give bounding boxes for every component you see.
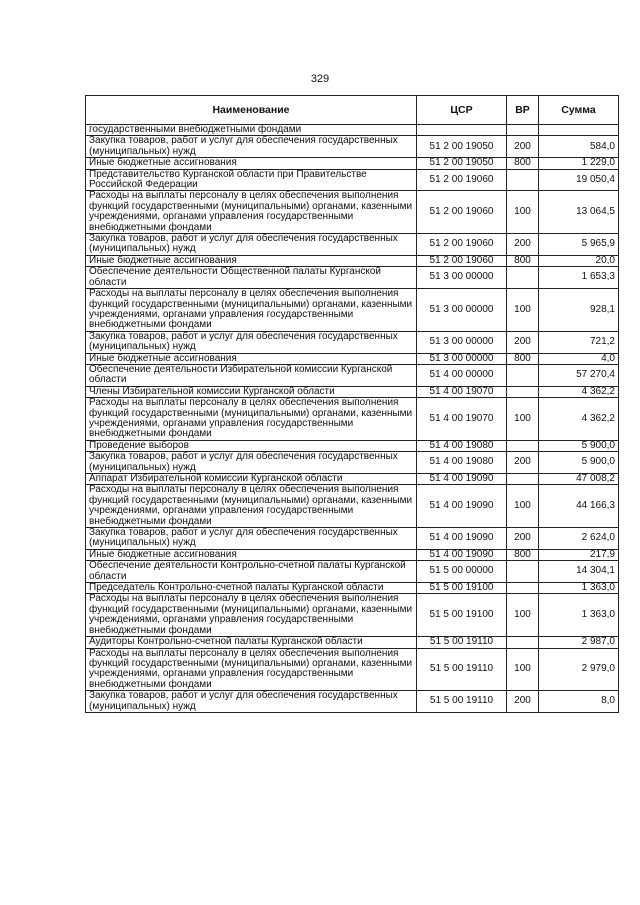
table-row (86, 398, 619, 441)
table-row (86, 169, 619, 191)
cell-sum: 57 270,4 (539, 364, 619, 386)
table-row (86, 289, 619, 332)
cell-name: Представительство Курганской области при Правительстве Российской Федерации (86, 169, 417, 191)
cell-vr (507, 386, 539, 397)
cell-sum: 5 900,0 (539, 440, 619, 451)
cell-vr (507, 440, 539, 451)
cell-vr (507, 474, 539, 485)
cell-sum (539, 125, 619, 136)
table-row (86, 386, 619, 397)
cell-sum: 2 624,0 (539, 528, 619, 550)
cell-vr: 200 (507, 234, 539, 256)
cell-name: Аудиторы Контрольно-счетной палаты Курганской области (86, 637, 417, 648)
cell-sum: 4,0 (539, 353, 619, 364)
cell-vr: 100 (507, 485, 539, 528)
cell-name: Расходы на выплаты персоналу в целях обеспечения выполнения функций государственными (муниципальными) органами, казенными учреждениями, органами управления государственными внебюджетными фондами (86, 398, 417, 441)
table-row (86, 331, 619, 353)
cell-name: Иные бюджетные ассигнования (86, 549, 417, 560)
cell-csr: 51 2 00 19050 (417, 136, 507, 158)
cell-name: государственными внебюджетными фондами (86, 125, 417, 136)
cell-sum: 721,2 (539, 331, 619, 353)
cell-vr: 100 (507, 398, 539, 441)
cell-csr (417, 125, 507, 136)
cell-csr: 51 4 00 00000 (417, 364, 507, 386)
cell-sum: 2 987,0 (539, 637, 619, 648)
table-row (86, 158, 619, 169)
table-header-row (86, 96, 619, 125)
cell-sum: 4 362,2 (539, 398, 619, 441)
cell-name: Иные бюджетные ассигнования (86, 158, 417, 169)
cell-vr: 800 (507, 549, 539, 560)
cell-sum: 1 229,0 (539, 158, 619, 169)
cell-name: Председатель Контрольно-счетной палаты Курганской области (86, 583, 417, 594)
cell-vr (507, 125, 539, 136)
cell-vr: 200 (507, 691, 539, 713)
budget-table (85, 95, 619, 713)
cell-csr: 51 3 00 00000 (417, 331, 507, 353)
cell-name: Закупка товаров, работ и услуг для обеспечения государственных (муниципальных) нужд (86, 136, 417, 158)
cell-vr: 800 (507, 255, 539, 266)
cell-csr: 51 3 00 00000 (417, 353, 507, 364)
cell-sum: 5 965,9 (539, 234, 619, 256)
cell-sum: 1 363,0 (539, 594, 619, 637)
cell-csr: 51 4 00 19090 (417, 474, 507, 485)
table-row (86, 594, 619, 637)
table-row (86, 452, 619, 474)
cell-sum: 2 979,0 (539, 648, 619, 691)
cell-name: Иные бюджетные ассигнования (86, 353, 417, 364)
cell-name: Обеспечение деятельности Контрольно-счетной палаты Курганской области (86, 561, 417, 583)
table-row (86, 561, 619, 583)
cell-csr: 51 4 00 19080 (417, 452, 507, 474)
cell-sum: 584,0 (539, 136, 619, 158)
cell-csr: 51 3 00 00000 (417, 267, 507, 289)
table-row (86, 691, 619, 713)
cell-sum: 1 363,0 (539, 583, 619, 594)
cell-csr: 51 4 00 19090 (417, 528, 507, 550)
table-row (86, 267, 619, 289)
cell-csr: 51 2 00 19060 (417, 169, 507, 191)
cell-name: Расходы на выплаты персоналу в целях обеспечения выполнения функций государственными (муниципальными) органами, казенными учреждениями, органами управления государственными внебюджетными фондами (86, 648, 417, 691)
cell-csr: 51 3 00 00000 (417, 289, 507, 332)
header-sum: Сумма (539, 96, 619, 125)
table-row (86, 353, 619, 364)
cell-sum: 20,0 (539, 255, 619, 266)
cell-sum: 47 008,2 (539, 474, 619, 485)
cell-name: Закупка товаров, работ и услуг для обеспечения государственных (муниципальных) нужд (86, 528, 417, 550)
cell-vr: 100 (507, 648, 539, 691)
cell-name: Расходы на выплаты персоналу в целях обеспечения выполнения функций государственными (муниципальными) органами, казенными учреждениями, органами управления государственными внебюджетными фондами (86, 485, 417, 528)
cell-vr: 100 (507, 594, 539, 637)
cell-sum: 4 362,2 (539, 386, 619, 397)
table-row (86, 136, 619, 158)
table-row (86, 191, 619, 234)
table-row (86, 528, 619, 550)
cell-sum: 13 064,5 (539, 191, 619, 234)
cell-csr: 51 2 00 19060 (417, 255, 507, 266)
cell-name: Проведение выборов (86, 440, 417, 451)
cell-sum: 14 304,1 (539, 561, 619, 583)
cell-name: Закупка товаров, работ и услуг для обеспечения государственных (муниципальных) нужд (86, 691, 417, 713)
cell-csr: 51 5 00 19100 (417, 594, 507, 637)
cell-csr: 51 5 00 19110 (417, 691, 507, 713)
table-body (86, 125, 619, 713)
table-row (86, 648, 619, 691)
cell-csr: 51 4 00 19070 (417, 386, 507, 397)
cell-csr: 51 4 00 19080 (417, 440, 507, 451)
table-row (86, 485, 619, 528)
cell-vr: 200 (507, 452, 539, 474)
cell-vr (507, 637, 539, 648)
cell-vr: 800 (507, 353, 539, 364)
cell-sum: 217,9 (539, 549, 619, 560)
cell-vr (507, 561, 539, 583)
table-row (86, 440, 619, 451)
cell-sum: 928,1 (539, 289, 619, 332)
cell-csr: 51 2 00 19060 (417, 191, 507, 234)
cell-vr: 100 (507, 191, 539, 234)
cell-vr (507, 583, 539, 594)
cell-csr: 51 4 00 19090 (417, 485, 507, 528)
cell-csr: 51 4 00 19070 (417, 398, 507, 441)
cell-name: Закупка товаров, работ и услуг для обеспечения государственных (муниципальных) нужд (86, 452, 417, 474)
cell-csr: 51 2 00 19060 (417, 234, 507, 256)
header-name: Наименование (86, 96, 417, 125)
page-number: 329 (310, 73, 330, 85)
table-row (86, 364, 619, 386)
cell-csr: 51 4 00 19090 (417, 549, 507, 560)
cell-vr (507, 267, 539, 289)
cell-sum: 19 050,4 (539, 169, 619, 191)
cell-name: Закупка товаров, работ и услуг для обеспечения государственных (муниципальных) нужд (86, 234, 417, 256)
cell-vr (507, 364, 539, 386)
cell-name: Обеспечение деятельности Избирательной комиссии Курганской области (86, 364, 417, 386)
cell-name: Иные бюджетные ассигнования (86, 255, 417, 266)
cell-name: Закупка товаров, работ и услуг для обеспечения государственных (муниципальных) нужд (86, 331, 417, 353)
cell-vr: 200 (507, 136, 539, 158)
cell-sum: 1 653,3 (539, 267, 619, 289)
cell-vr: 200 (507, 528, 539, 550)
cell-sum: 44 166,3 (539, 485, 619, 528)
cell-vr: 800 (507, 158, 539, 169)
cell-sum: 8,0 (539, 691, 619, 713)
cell-name: Обеспечение деятельности Общественной палаты Курганской области (86, 267, 417, 289)
cell-name: Расходы на выплаты персоналу в целях обеспечения выполнения функций государственными (муниципальными) органами, казенными учреждениями, органами управления государственными внебюджетными фондами (86, 594, 417, 637)
cell-vr: 200 (507, 331, 539, 353)
cell-sum: 5 900,0 (539, 452, 619, 474)
cell-csr: 51 5 00 00000 (417, 561, 507, 583)
cell-name: Аппарат Избирательной комиссии Курганской области (86, 474, 417, 485)
cell-csr: 51 5 00 19110 (417, 648, 507, 691)
cell-name: Расходы на выплаты персоналу в целях обеспечения выполнения функций государственными (муниципальными) органами, казенными учреждениями, органами управления государственными внебюджетными фондами (86, 289, 417, 332)
cell-vr (507, 169, 539, 191)
table-row (86, 637, 619, 648)
table-row (86, 234, 619, 256)
cell-csr: 51 5 00 19110 (417, 637, 507, 648)
header-csr: ЦСР (417, 96, 507, 125)
cell-csr: 51 5 00 19100 (417, 583, 507, 594)
cell-name: Расходы на выплаты персоналу в целях обеспечения выполнения функций государственными (муниципальными) органами, казенными учреждениями, органами управления государственными внебюджетными фондами (86, 191, 417, 234)
cell-csr: 51 2 00 19050 (417, 158, 507, 169)
cell-name: Члены Избирательной комиссии Курганской области (86, 386, 417, 397)
header-vr: ВР (507, 96, 539, 125)
cell-vr: 100 (507, 289, 539, 332)
